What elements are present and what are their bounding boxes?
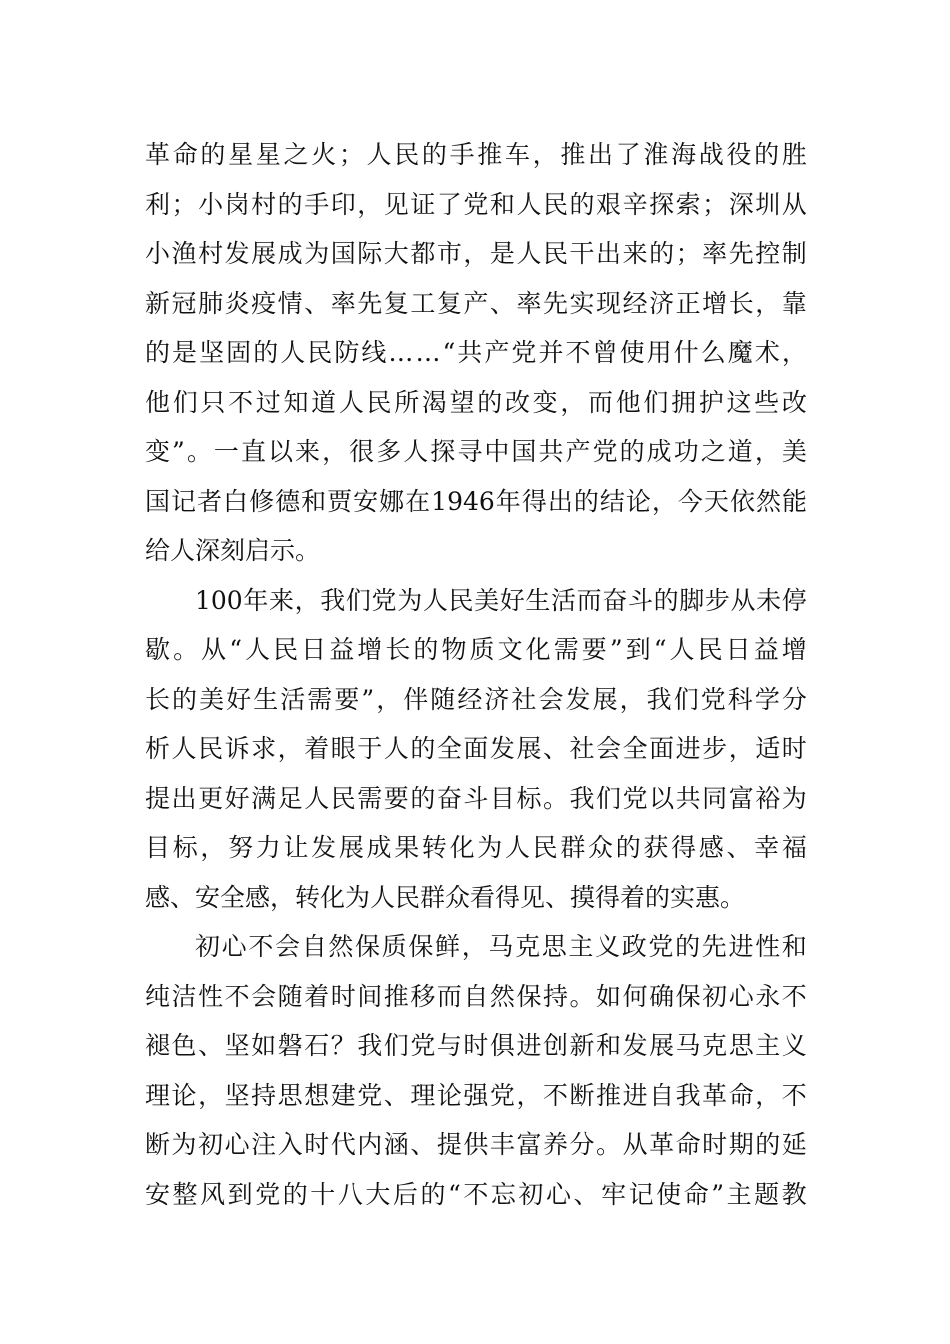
text-line: 歇 。 从 “ 人 民 日 益 增 长 的 物 质 文 化 需 要 ” 到 “ 人 民 日 益 增 (145, 635, 807, 664)
text-line: 提 出 更 好 满 足 人 民 需 要 的 奋 斗 目 标 。 我 们 党 以 共 同 富 裕 为 (145, 783, 807, 813)
text-line: 的 是 坚 固 的 人 民 防 线 … … “ 共 产 党 并 不 曾 使 用 什 么 魔 术 ， (145, 338, 807, 367)
text-line: 他 们 只 不 过 知 道 人 民 所 渴 望 的 改 变 ， 而 他 们 拥 护 这 些 改 (145, 387, 807, 417)
text-line: 100 年 来 ， 我 们 党 为 人 民 美 好 生 活 而 奋 斗 的 脚 步 从 未 停 (195, 585, 807, 615)
text-line: 析 人 民 诉 求 ， 着 眼 于 人 的 全 面 发 展 、 社 会 全 面 进 步 ， 适 时 (145, 734, 807, 763)
document-body (145, 130, 807, 1219)
text-line: 给人深刻启示。 (145, 536, 321, 565)
text-line: 长 的 美 好 生 活 需 要 ” ， 伴 随 经 济 社 会 发 展 ， 我 们 党 科 学 分 (145, 684, 807, 714)
text-line: 国 记 者 白 修 德 和 贾 安 娜 在 1946 年 得 出 的 结 论 ， 今 天 依 然 能 (145, 486, 807, 516)
text-line: 小 渔 村 发 展 成 为 国 际 大 都 市 ， 是 人 民 干 出 来 的 ； 率 先 控 制 (145, 239, 807, 268)
text-line: 变 ” 。 一 直 以 来 ， 很 多 人 探 寻 中 国 共 产 党 的 成 功 之 道 ， 美 (145, 437, 807, 466)
text-line: 褪 色 、 坚 如 磐 石 ？ 我 们 党 与 时 俱 进 创 新 和 发 展 马 克 思 主 义 (145, 1031, 807, 1060)
text-line: 利 ； 小 岗 村 的 手 印 ， 见 证 了 党 和 人 民 的 艰 辛 探 索 ； 深 圳 从 (145, 189, 807, 219)
text-line: 理 论 ， 坚 持 思 想 建 党 、 理 论 强 党 ， 不 断 推 进 自 我 革 命 ， 不 (145, 1080, 807, 1110)
text-line: 革 命 的 星 星 之 火 ； 人 民 的 手 推 车 ， 推 出 了 淮 海 战 役 的 胜 (145, 140, 807, 169)
text-line: 安 整 风 到 党 的 十 八 大 后 的 “ 不 忘 初 心 、 牢 记 使 命 ” 主 题 教 (145, 1179, 807, 1209)
text-line: 断 为 初 心 注 入 时 代 内 涵 、 提 供 丰 富 养 分 。 从 革 命 时 期 的 延 (145, 1130, 807, 1159)
text-line: 感、安全感，转化为人民群众看得见、摸得着的实惠。 (145, 882, 746, 912)
text-line: 纯 洁 性 不 会 随 着 时 间 推 移 而 自 然 保 持 。 如 何 确 保 初 心 永 不 (145, 981, 807, 1011)
text-line: 初 心 不 会 自 然 保 质 保 鲜 ， 马 克 思 主 义 政 党 的 先 进 性 和 (195, 932, 807, 961)
text-line: 目 标 ， 努 力 让 发 展 成 果 转 化 为 人 民 群 众 的 获 得 感 、 幸 福 (145, 833, 807, 862)
text-line: 新 冠 肺 炎 疫 情 、 率 先 复 工 复 产 、 率 先 实 现 经 济 正 增 长 ， 靠 (145, 288, 807, 318)
